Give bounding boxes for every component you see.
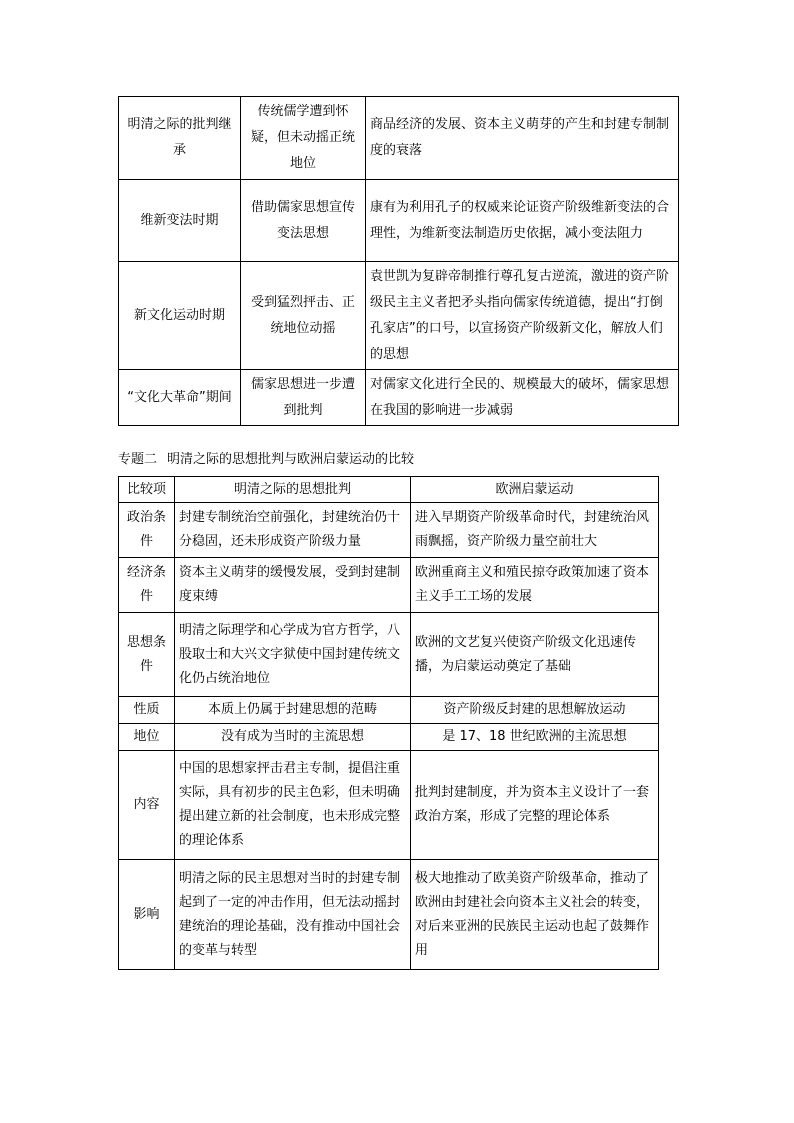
item-cell: 性质 xyxy=(119,697,175,724)
item-cell: 政治条件 xyxy=(119,503,175,558)
table-row xyxy=(119,613,659,697)
table-row xyxy=(119,860,659,970)
europe-cell: 欧洲重商主义和殖民掠夺政策加速了资本主义手工工场的发展 xyxy=(411,558,659,613)
item-cell: 地位 xyxy=(119,724,175,751)
status-cell: 儒家思想进一步遭到批判 xyxy=(241,370,366,426)
item-cell: 思想条件 xyxy=(119,613,175,697)
ming-qing-cell: 中国的思想家抨击君主专制，提倡注重实际，具有初步的民主色彩，但未明确提出建立新的社会制度，也未形成完整的理论体系 xyxy=(175,751,411,860)
europe-cell: 欧洲的文艺复兴使资产阶级文化迅速传播，为启蒙运动奠定了基础 xyxy=(411,613,659,697)
section-label: 专题二 xyxy=(118,452,158,467)
table-row xyxy=(119,262,679,370)
europe-cell: 批判封建制度，并为资本主义设计了一套政治方案，形成了完整的理论体系 xyxy=(411,751,659,860)
table-row xyxy=(119,97,679,180)
reason-cell: 袁世凯为复辟帝制推行尊孔复古逆流，激进的资产阶级民主主义者把矛头指向儒家传统道德，提出“打倒孔家店”的口号，以宣扬资产阶级新文化，解放人们的思想 xyxy=(366,262,679,370)
column-header: 欧洲启蒙运动 xyxy=(411,477,659,503)
reason-cell: 商品经济的发展、资本主义萌芽的产生和封建专制制度的衰落 xyxy=(366,97,679,180)
item-cell: 内容 xyxy=(119,751,175,860)
period-cell: 维新变法时期 xyxy=(119,180,241,262)
ming-qing-cell: 明清之际的民主思想对当时的封建专制起到了一定的冲击作用，但无法动摇封建统治的理论基础，没有推动中国社会的变革与转型 xyxy=(175,860,411,970)
europe-cell: 极大地推动了欧美资产阶级革命，推动了欧洲由封建社会向资本主义社会的转变，对后来亚洲的民族民主运动也起了鼓舞作用 xyxy=(411,860,659,970)
europe-cell: 进入早期资产阶级革命时代，封建统治风雨飘摇，资产阶级力量空前壮大 xyxy=(411,503,659,558)
reason-cell: 康有为利用孔子的权威来论证资产阶级维新变法的合理性，为维新变法制造历史依据，减小变法阻力 xyxy=(366,180,679,262)
table-row xyxy=(119,751,659,860)
ming-qing-cell: 封建专制统治空前强化，封建统治仍十分稳固，还未形成资产阶级力量 xyxy=(175,503,411,558)
ming-qing-cell: 明清之际理学和心学成为官方哲学，八股取士和大兴文字狱使中国封建传统文化仍占统治地位 xyxy=(175,613,411,697)
status-cell: 传统儒学遭到怀疑，但未动摇正统地位 xyxy=(241,97,366,180)
ming-qing-cell: 资本主义萌芽的缓慢发展，受到封建制度束缚 xyxy=(175,558,411,613)
period-cell: 明清之际的批判继承 xyxy=(119,97,241,180)
table-row xyxy=(119,697,659,724)
reason-cell: 对儒家文化进行全民的、规模最大的破坏，儒家思想在我国的影响进一步减弱 xyxy=(366,370,679,426)
period-cell: “文化大革命”期间 xyxy=(119,370,241,426)
header-row xyxy=(119,477,659,503)
status-cell: 受到猛烈抨击、正统地位动摇 xyxy=(241,262,366,370)
confucianism-periods-table xyxy=(118,96,679,426)
section-title-text: 明清之际的思想批判与欧洲启蒙运动的比较 xyxy=(167,452,415,467)
item-cell: 影响 xyxy=(119,860,175,970)
section-heading xyxy=(118,451,414,469)
ming-qing-cell: 没有成为当时的主流思想 xyxy=(175,724,411,751)
ming-qing-cell: 本质上仍属于封建思想的范畴 xyxy=(175,697,411,724)
period-cell: 新文化运动时期 xyxy=(119,262,241,370)
table-row xyxy=(119,503,659,558)
europe-cell: 资产阶级反封建的思想解放运动 xyxy=(411,697,659,724)
item-cell: 经济条件 xyxy=(119,558,175,613)
table-row xyxy=(119,180,679,262)
table-row xyxy=(119,558,659,613)
status-cell: 借助儒家思想宣传变法思想 xyxy=(241,180,366,262)
column-header: 比较项 xyxy=(119,477,175,503)
table-row xyxy=(119,724,659,751)
comparison-table xyxy=(118,476,659,970)
table-row xyxy=(119,370,679,426)
europe-cell: 是 17、18 世纪欧洲的主流思想 xyxy=(411,724,659,751)
column-header: 明清之际的思想批判 xyxy=(175,477,411,503)
